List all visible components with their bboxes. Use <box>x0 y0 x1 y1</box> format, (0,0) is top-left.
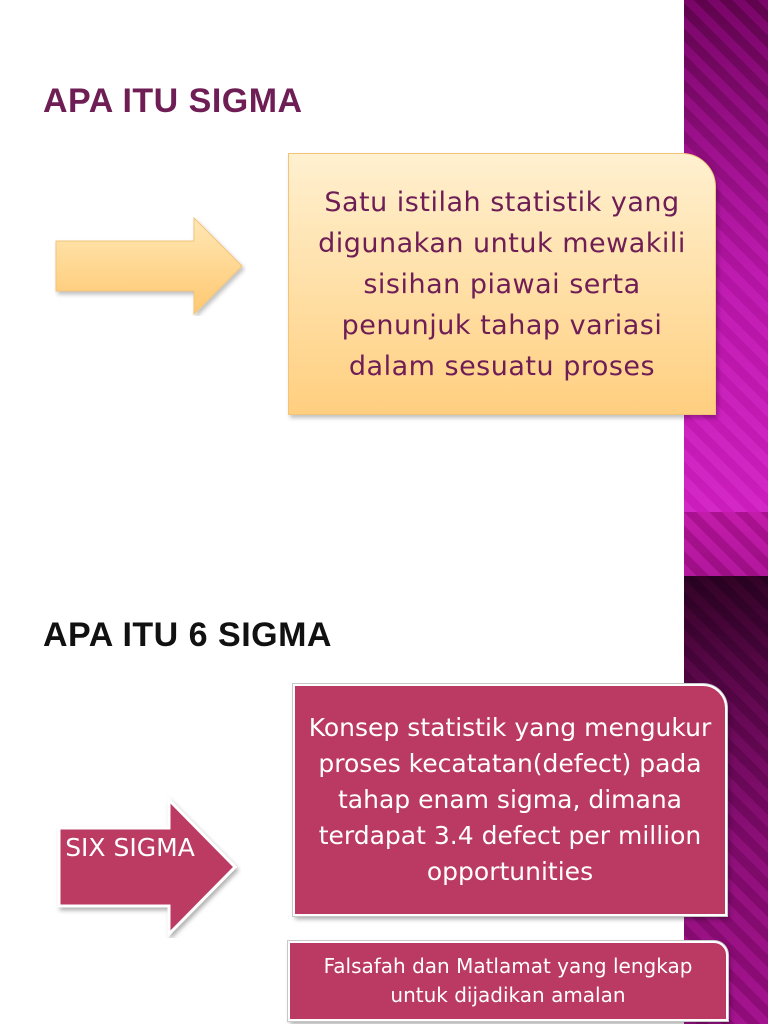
slide-six-sigma <box>0 576 768 1024</box>
decorative-side-strip <box>684 512 768 576</box>
six-sigma-concept-box <box>293 684 727 916</box>
sigma-definition-text: Satu istilah statistik yang digunakan untuk mewakili sisihan piawai serta penunjuk tahap variasi dalam sesuatu proses <box>318 186 686 382</box>
slide-gap <box>0 512 768 576</box>
six-sigma-philosophy-text: Falsafah dan Matlamat yang lengkap untuk dijadikan amalan <box>323 954 693 1007</box>
slide-title: APA ITU 6 SIGMA <box>43 616 332 654</box>
six-sigma-concept-text: Konsep statistik yang mengukur proses kecatatan(defect) pada tahap enam sigma, dimana terdapat 3.4 defect per million opportunities <box>308 713 712 886</box>
six-sigma-arrow-label: SIX SIGMA <box>65 833 195 862</box>
slide-title: APA ITU SIGMA <box>43 82 303 120</box>
six-sigma-philosophy-box <box>288 941 728 1021</box>
right-arrow-icon <box>54 216 246 316</box>
sigma-definition-box <box>288 153 716 415</box>
